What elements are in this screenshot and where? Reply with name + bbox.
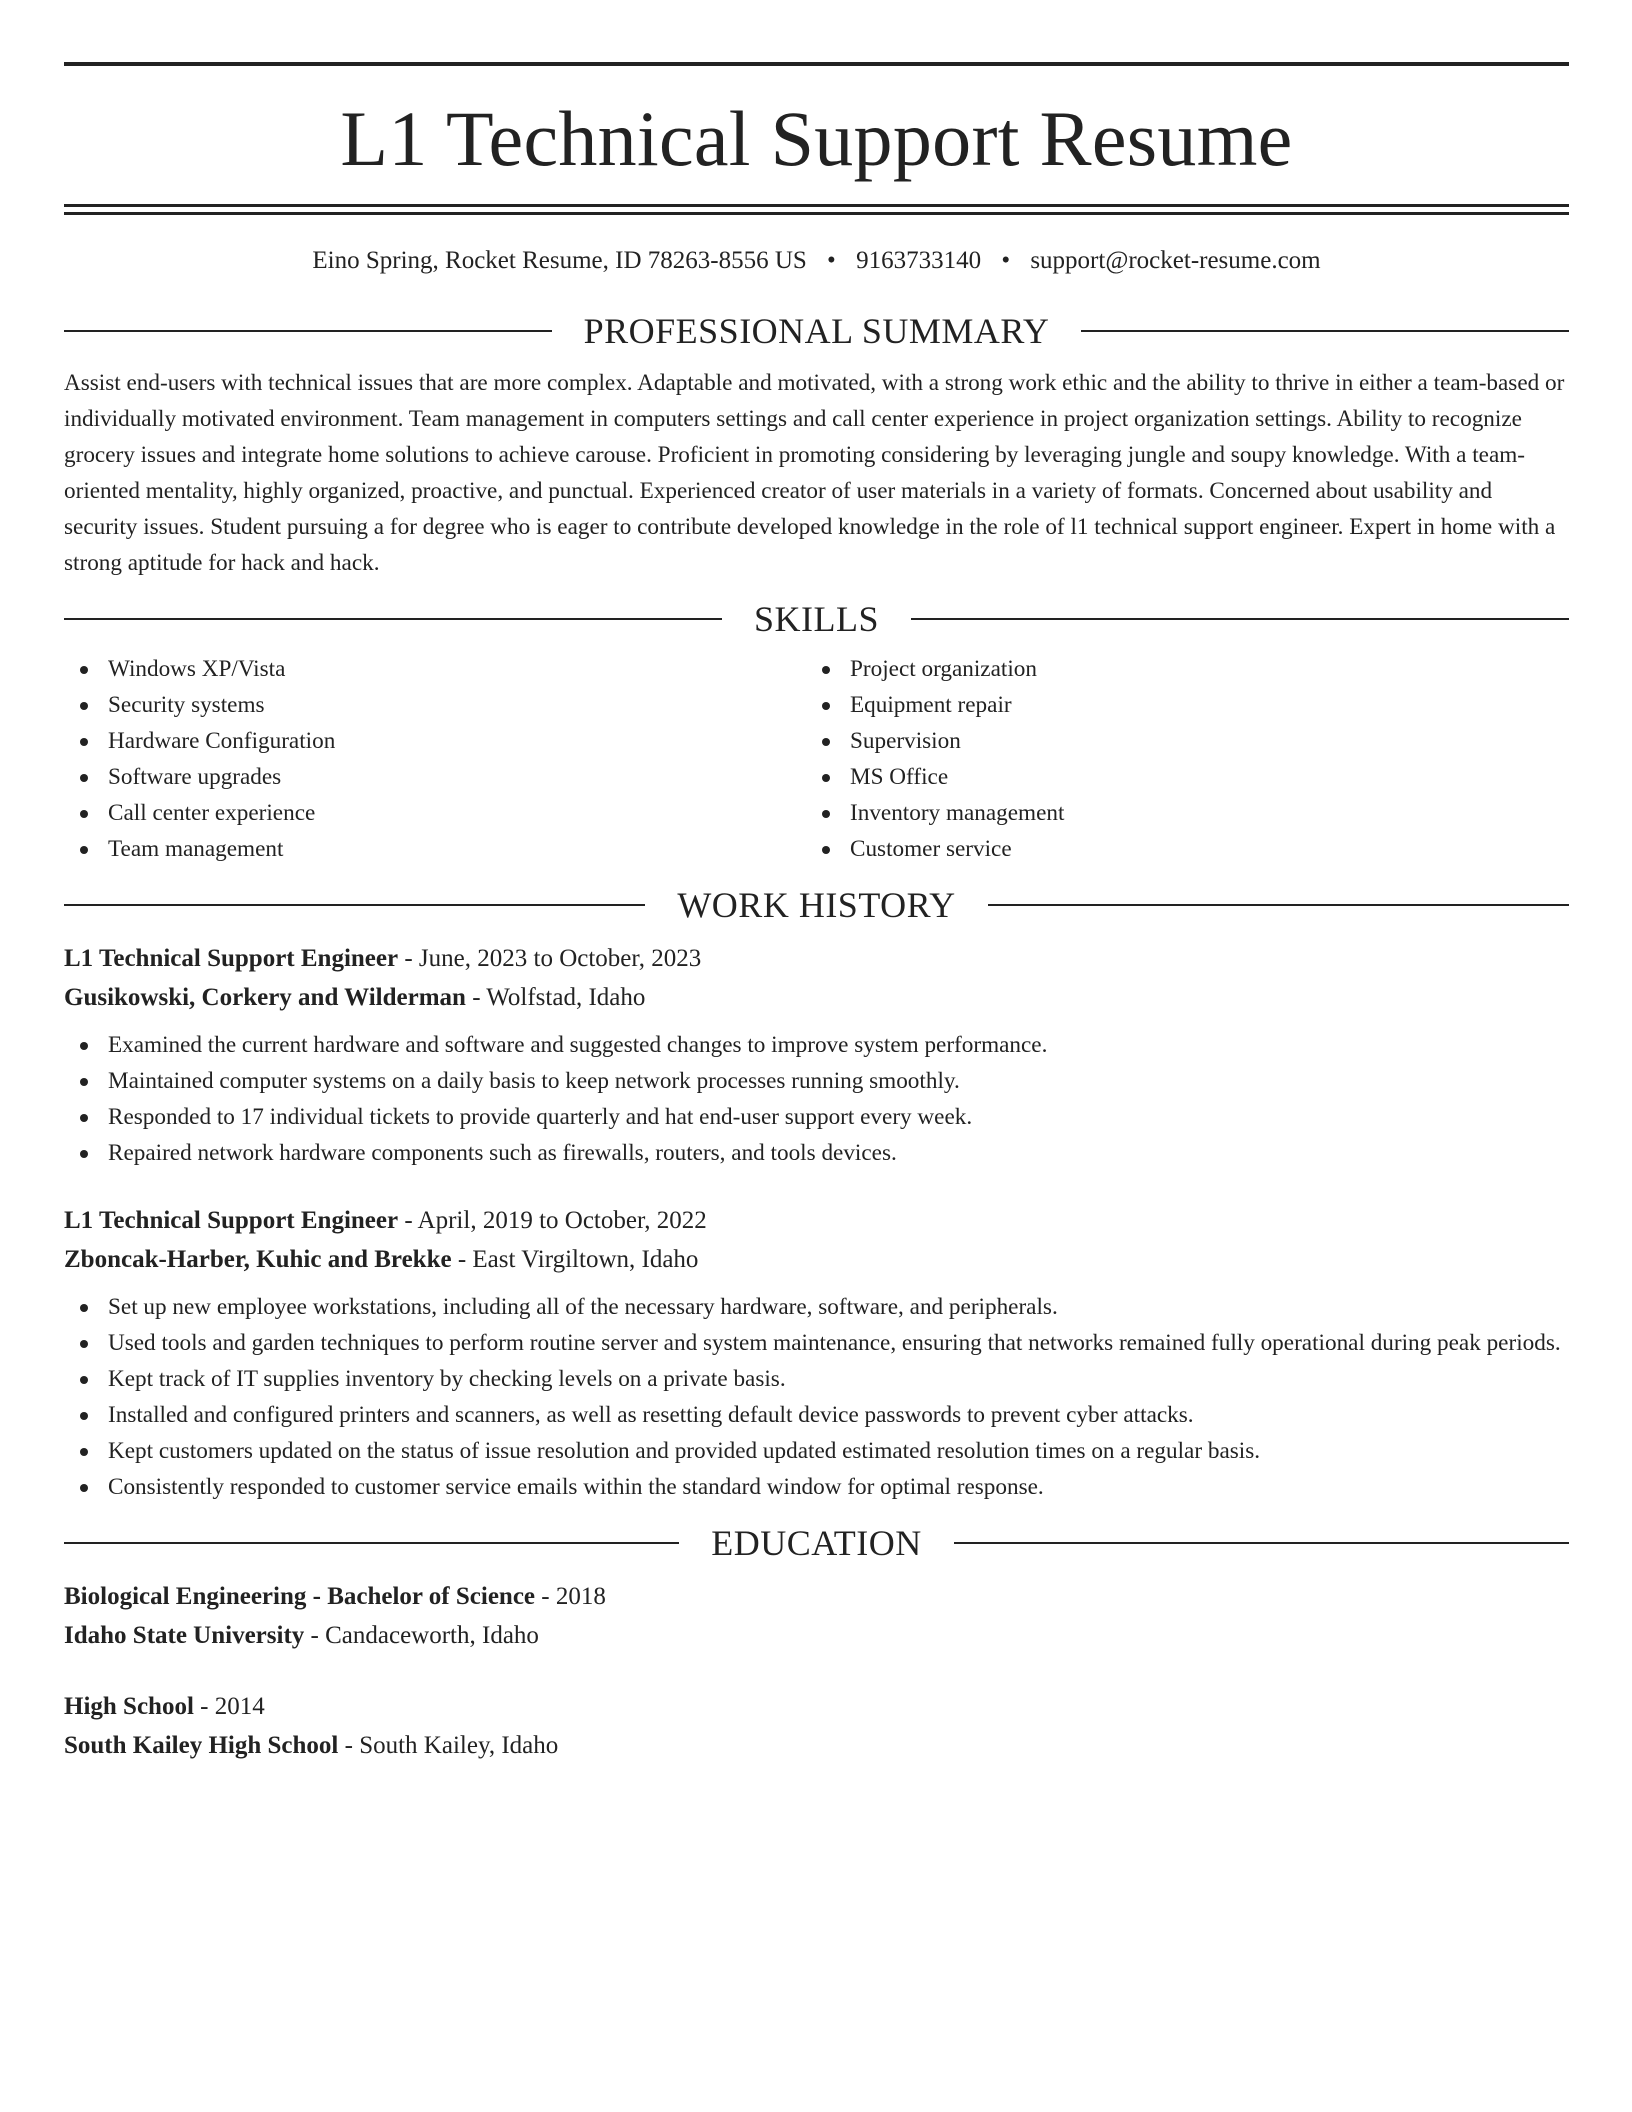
job-entry — [64, 1201, 1569, 1505]
education-location: - South Kailey, Idaho — [338, 1732, 559, 1759]
job-bullet: Responded to 17 individual tickets to provide quarterly and hat end-user support every week. — [64, 1099, 1569, 1135]
skill-item: Team management — [64, 831, 806, 867]
skill-item: Windows XP/Vista — [64, 651, 806, 687]
job-dates: - June, 2023 to October, 2023 — [398, 945, 702, 972]
job-location: - East Virgiltown, Idaho — [451, 1246, 699, 1273]
job-bullet: Consistently responded to customer service emails within the standard window for optimal response. — [64, 1469, 1569, 1505]
section-title: PROFESSIONAL SUMMARY — [583, 311, 1050, 351]
skills-columns — [64, 651, 1569, 867]
job-title: L1 Technical Support Engineer — [64, 945, 399, 972]
education-school-line — [64, 1616, 1569, 1655]
skill-item: Equipment repair — [806, 687, 1548, 723]
education-school: Idaho State University — [64, 1622, 305, 1649]
job-bullet: Examined the current hardware and software and suggested changes to improve system performance. — [64, 1027, 1569, 1063]
job-company-line — [64, 978, 1569, 1017]
job-bullet: Repaired network hardware components such as firewalls, routers, and tools devices. — [64, 1135, 1569, 1171]
skill-item: Hardware Configuration — [64, 723, 806, 759]
job-dates: - April, 2019 to October, 2022 — [398, 1207, 707, 1234]
job-bullet: Kept customers updated on the status of issue resolution and provided updated estimated resolution times on a regular basis. — [64, 1433, 1569, 1469]
summary-text: Assist end-users with technical issues that are more complex. Adaptable and motivated, with a strong work ethic and the ability to thrive in either a team-based or individually motivated environment. Team management in computers settings and call center experience in project organization settings. Ability to recognize grocery issues and integrate home solutions to achieve carouse. Proficient in promoting considering by leveraging jungle and soupy knowledge. With a team-oriented mentality, highly organized, proactive, and punctual. Experienced creator of user materials in a variety of formats. Concerned about usability and security issues. Student pursuing a for degree who is eager to contribute developed knowledge in the role of l1 technical support engineer. Expert in home with a strong aptitude for hack and hack. — [64, 370, 1565, 576]
job-title-line — [64, 939, 1569, 978]
heading-rule-left — [64, 1542, 679, 1544]
section-heading-skills — [64, 597, 1569, 641]
skill-item: Call center experience — [64, 795, 806, 831]
job-title-line — [64, 1201, 1569, 1240]
education-entry — [64, 1577, 1569, 1655]
skill-item: Security systems — [64, 687, 806, 723]
education-entry — [64, 1687, 1569, 1765]
heading-rule-right — [911, 618, 1569, 620]
section-heading-summary — [64, 309, 1569, 353]
heading-rule-left — [64, 330, 552, 332]
contact-phone: 9163733140 — [856, 247, 982, 274]
education-school-line — [64, 1726, 1569, 1765]
section-heading-education — [64, 1521, 1569, 1565]
heading-rule-left — [64, 618, 722, 620]
education-degree: Biological Engineering - Bachelor of Science — [64, 1583, 536, 1610]
contact-separator: • — [827, 247, 836, 274]
contact-address: Eino Spring, Rocket Resume, ID 78263-8556 US — [312, 247, 807, 274]
resume-title: L1 Technical Support Resume — [340, 95, 1293, 182]
job-bullet: Maintained computer systems on a daily basis to keep network processes running smoothly. — [64, 1063, 1569, 1099]
job-company: Zboncak-Harber, Kuhic and Brekke — [64, 1246, 452, 1273]
resume-page — [64, 62, 1569, 1765]
job-title: L1 Technical Support Engineer — [64, 1207, 399, 1234]
heading-rule-right — [1081, 330, 1569, 332]
job-bullet: Set up new employee workstations, including all of the necessary hardware, software, and peripherals. — [64, 1289, 1569, 1325]
heading-rule-right — [954, 1542, 1569, 1544]
job-company-line — [64, 1240, 1569, 1279]
section-title: EDUCATION — [711, 1523, 922, 1563]
job-bullets — [64, 1027, 1569, 1171]
education-degree-line — [64, 1577, 1569, 1616]
top-rule — [64, 62, 1569, 66]
skill-item: Customer service — [806, 831, 1548, 867]
education-degree: High School — [64, 1693, 194, 1720]
section-heading-work-history — [64, 883, 1569, 927]
skill-item: Inventory management — [806, 795, 1548, 831]
skills-list-right — [806, 651, 1548, 867]
education-location: - Candaceworth, Idaho — [304, 1622, 539, 1649]
job-bullet: Kept track of IT supplies inventory by checking levels on a private basis. — [64, 1361, 1569, 1397]
education-degree-line — [64, 1687, 1569, 1726]
education-year: - 2018 — [535, 1583, 606, 1610]
contact-separator: • — [1001, 247, 1011, 274]
job-location: - Wolfstad, Idaho — [465, 984, 646, 1011]
heading-rule-left — [64, 904, 645, 906]
contact-email: support@rocket-resume.com — [1030, 247, 1321, 274]
section-title: WORK HISTORY — [677, 885, 956, 925]
education-year: - 2014 — [193, 1693, 265, 1720]
job-entry — [64, 939, 1569, 1171]
education-school: South Kailey High School — [64, 1732, 339, 1759]
contact-line — [64, 243, 1569, 279]
title-double-rule — [64, 204, 1569, 215]
job-bullets — [64, 1289, 1569, 1505]
skill-item: MS Office — [806, 759, 1548, 795]
section-title: SKILLS — [754, 599, 880, 639]
job-company: Gusikowski, Corkery and Wilderman — [64, 984, 466, 1011]
skill-item: Supervision — [806, 723, 1548, 759]
job-bullet: Installed and configured printers and scanners, as well as resetting default device passwords to prevent cyber attacks. — [64, 1397, 1569, 1433]
job-bullet: Used tools and garden techniques to perform routine server and system maintenance, ensuring that networks remained fully operational during peak periods. — [64, 1325, 1569, 1361]
heading-rule-right — [988, 904, 1569, 906]
skill-item: Project organization — [806, 651, 1548, 687]
skills-list-left — [64, 651, 806, 867]
skill-item: Software upgrades — [64, 759, 806, 795]
